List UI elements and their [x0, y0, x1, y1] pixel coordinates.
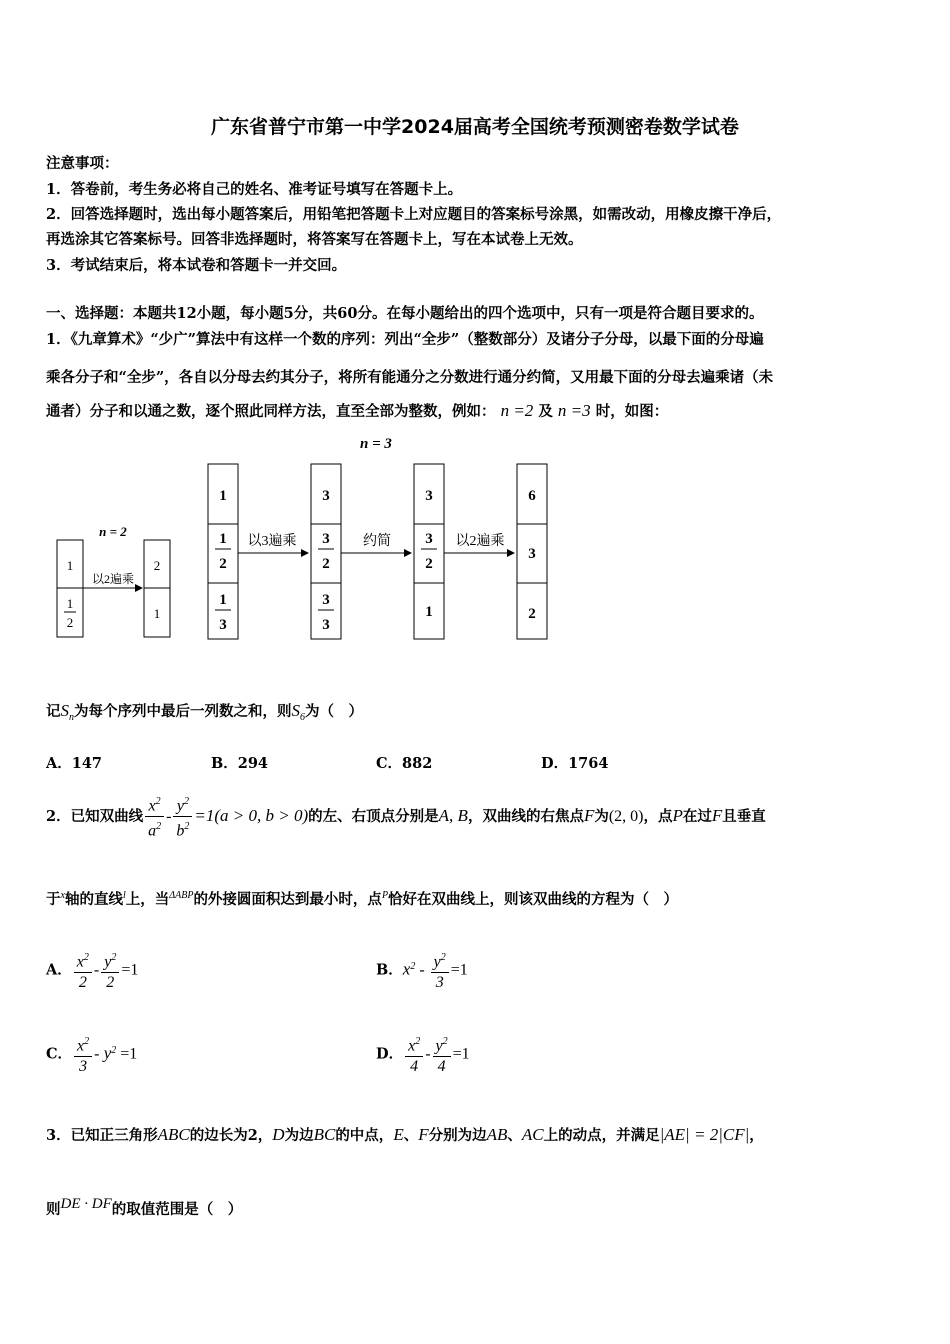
arrow-label-by2b: 以2遍乘	[455, 534, 505, 549]
svg-text:3: 3	[322, 617, 330, 633]
page-title: 广东省普宁市第一中学2024届高考全国统考预测密卷数学试卷	[211, 116, 739, 138]
q1-option-d[interactable]: D．1764	[541, 755, 609, 772]
q3-line-2: 则$^{DE \cdot DF}$的取值范围是（ ）	[46, 1196, 243, 1218]
arrow-label-by3: 以3遍乘	[247, 534, 297, 549]
n2-col1-cell-1: 1	[66, 558, 74, 573]
svg-text:3: 3	[322, 531, 330, 547]
q2-option-c[interactable]: C． $\frac{x^2}{3}$ - $y^2 =1$	[46, 1032, 137, 1077]
svg-text:3: 3	[219, 617, 227, 633]
q2-option-b[interactable]: B．$x^2$ - $\frac{y^2}{3}$ =1	[376, 948, 468, 993]
svg-text:3: 3	[425, 531, 433, 547]
section-heading: 一、选择题：本题共12小题，每小题5分，共60分。在每小题给出的四个选项中，只有一项是符合题目要求的。	[46, 305, 764, 322]
q3-line-1: 3．已知正三角形ABC的边长为2，D为边BC的中点，E、F分别为边AB、AC上的动点，并满足|AE| = 2|CF|，	[46, 1125, 764, 1144]
arrow-label-by2: 以2遍乘	[91, 572, 135, 586]
svg-text:1: 1	[219, 531, 227, 547]
notice-item-1: 1．答卷前，考生务必将自己的姓名、准考证号填写在答题卡上。	[46, 181, 463, 198]
n3-col3	[414, 464, 444, 639]
n3-col4-cell-3: 2	[528, 606, 536, 622]
n3-col1	[208, 464, 238, 639]
svg-text:1: 1	[66, 596, 74, 611]
svg-text:3: 3	[322, 592, 330, 608]
label-n3: n = 3	[360, 436, 392, 452]
arrow-label-simplify: 约简	[363, 534, 391, 549]
n2-col2-cell-1: 2	[153, 558, 161, 573]
notice-item-3: 3．考试结束后，将本试卷和答题卡一并交回。	[46, 257, 347, 274]
n3-col4	[517, 464, 547, 639]
n3-col1-cell-1: 1	[219, 488, 227, 504]
q1-option-b[interactable]: B．294	[211, 755, 269, 772]
q1-line-2: 乘各分子和“全步”，各自以分母去约其分子，将所有能通分之分数进行通分约简，又用最下面的分母去遍乘诸（未	[46, 369, 774, 386]
q2-line-2: 于$^x$轴的直线$^l$上，当$^{\Delta ABP}$的外接圆面积达到最小时，点$^P$恰好在双曲线上，则该双曲线的方程为（ ）	[46, 890, 679, 908]
n3-col3-cell-1: 3	[425, 488, 433, 504]
svg-text:2: 2	[425, 556, 433, 572]
notice-heading: 注意事项：	[46, 155, 119, 172]
n3-col4-cell-1: 6	[528, 488, 536, 504]
notice-item-2: 2．回答选择题时，选出每小题答案后，用铅笔把答题卡上对应题目的答案标号涂黑，如需改动，用橡皮擦干净后，	[46, 206, 782, 223]
q2-option-a[interactable]: A． $\frac{x^2}{2}$ - $\frac{y^2}{2}$ =1	[46, 948, 138, 993]
svg-text:2: 2	[322, 556, 330, 572]
n2-col2	[144, 540, 170, 637]
n3-col4-cell-2: 3	[528, 546, 536, 562]
q1-line-1: 1．《九章算术》“少广”算法中有这样一个数的序列：列出“全步”（整数部分）及诸分子分母，以最下面的分母遍	[46, 331, 764, 348]
n3-col3-cell-3: 1	[425, 604, 433, 620]
svg-text:2: 2	[219, 556, 227, 572]
q1-line-3: 通者）分子和以通之数，逐个照此同样方法，直至全部为整数，例如： n =2 及 n =3 时，如图：	[46, 401, 669, 420]
svg-text:2: 2	[66, 615, 74, 630]
n3-col2	[311, 464, 341, 639]
q1-figure	[40, 428, 580, 648]
q1-stem: 记$S_n$为每个序列中最后一列数之和，则$S_6$为（ ）	[46, 701, 363, 723]
label-n2: n = 2	[99, 524, 127, 539]
notice-item-2-cont: 再选涂其它答案标号。回答非选择题时，将答案写在答题卡上，写在本试卷上无效。	[46, 231, 583, 248]
n2-col1	[57, 540, 83, 637]
q1-option-a[interactable]: A．147	[46, 755, 103, 772]
q2-line-1: 2．已知双曲线 $\frac{x^2}{a^2}$ - $\frac{y^2}{b^2}$ =1(a > 0, b > 0)的左、右顶点分别是A, B，双曲线的右焦点F为(2, 0)，点P在过F且垂直	[46, 792, 766, 842]
n3-col2-cell-1: 3	[322, 488, 330, 504]
n2-col2-cell-2: 1	[153, 606, 161, 621]
q1-option-c[interactable]: C．882	[376, 755, 433, 772]
svg-text:1: 1	[219, 592, 227, 608]
q2-option-d[interactable]: D． $\frac{x^2}{4}$ - $\frac{y^2}{4}$ =1	[376, 1032, 470, 1077]
